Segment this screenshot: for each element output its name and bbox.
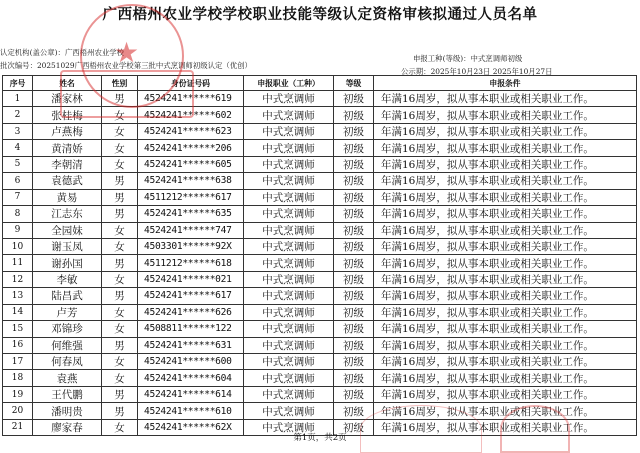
row-id-number: 4524241******617	[138, 288, 244, 304]
row-job: 中式烹调师	[244, 403, 334, 419]
row-gender: 男	[102, 189, 138, 205]
table-row	[3, 156, 637, 172]
header-name: 姓名	[33, 76, 102, 91]
table-row	[3, 206, 637, 222]
table-row	[3, 386, 637, 402]
row-index: 6	[3, 173, 33, 189]
row-id-number: 4524241******638	[138, 173, 244, 189]
row-id-number: 4524241******021	[138, 271, 244, 287]
row-job: 中式烹调师	[244, 304, 334, 320]
row-name: 袁德武	[33, 173, 102, 189]
row-gender: 男	[102, 173, 138, 189]
row-name: 邓锦珍	[33, 321, 102, 337]
row-name: 廖家春	[33, 419, 102, 435]
row-index: 14	[3, 304, 33, 320]
row-id-number: 4503301******92X	[138, 238, 244, 254]
row-index: 16	[3, 337, 33, 353]
row-name: 袁燕	[33, 370, 102, 386]
header-id-number: 身份证号码	[138, 76, 244, 91]
header-gender: 性别	[102, 76, 138, 91]
row-level: 初级	[334, 238, 374, 254]
table-row	[3, 255, 637, 271]
row-condition: 年满16周岁，拟从事本职业或相关职业工作。	[374, 321, 637, 337]
header-condition: 申报条件	[374, 76, 637, 91]
row-level: 初级	[334, 304, 374, 320]
row-gender: 女	[102, 156, 138, 172]
table-row	[3, 403, 637, 419]
row-gender: 女	[102, 238, 138, 254]
row-name: 谢玉凤	[33, 238, 102, 254]
row-level: 初级	[334, 140, 374, 156]
row-id-number: 4524241******206	[138, 140, 244, 156]
row-gender: 男	[102, 255, 138, 271]
row-gender: 女	[102, 370, 138, 386]
row-job: 中式烹调师	[244, 206, 334, 222]
row-job: 中式烹调师	[244, 370, 334, 386]
row-id-number: 4524241******747	[138, 222, 244, 238]
table-row	[3, 271, 637, 287]
row-name: 卢芳	[33, 304, 102, 320]
row-level: 初级	[334, 107, 374, 123]
row-job: 中式烹调师	[244, 386, 334, 402]
row-condition: 年满16周岁，拟从事本职业或相关职业工作。	[374, 370, 637, 386]
row-gender: 女	[102, 419, 138, 435]
row-condition: 年满16周岁，拟从事本职业或相关职业工作。	[374, 107, 637, 123]
row-condition: 年满16周岁，拟从事本职业或相关职业工作。	[374, 271, 637, 287]
row-job: 中式烹调师	[244, 354, 334, 370]
row-index: 10	[3, 238, 33, 254]
row-name: 何维强	[33, 337, 102, 353]
row-id-number: 4524241******619	[138, 91, 244, 107]
row-gender: 女	[102, 304, 138, 320]
row-name: 王代鹏	[33, 386, 102, 402]
row-condition: 年满16周岁，拟从事本职业或相关职业工作。	[374, 222, 637, 238]
row-name: 李朝清	[33, 156, 102, 172]
row-job: 中式烹调师	[244, 123, 334, 139]
row-condition: 年满16周岁，拟从事本职业或相关职业工作。	[374, 156, 637, 172]
seal-star-icon: ★	[114, 36, 140, 69]
row-id-number: 4524241******604	[138, 370, 244, 386]
table-row	[3, 107, 637, 123]
job-level-line: 申报工种(等级)：中式烹调师初级	[413, 54, 523, 63]
row-job: 中式烹调师	[244, 156, 334, 172]
row-gender: 女	[102, 140, 138, 156]
table-row	[3, 321, 637, 337]
row-job: 中式烹调师	[244, 255, 334, 271]
row-gender: 男	[102, 337, 138, 353]
row-level: 初级	[334, 222, 374, 238]
row-level: 初级	[334, 337, 374, 353]
header-level: 等级	[334, 76, 374, 91]
row-job: 中式烹调师	[244, 173, 334, 189]
row-gender: 女	[102, 321, 138, 337]
row-level: 初级	[334, 206, 374, 222]
row-job: 中式烹调师	[244, 337, 334, 353]
row-level: 初级	[334, 173, 374, 189]
row-job: 中式烹调师	[244, 271, 334, 287]
table-body	[3, 91, 637, 436]
row-id-number: 4524241******602	[138, 107, 244, 123]
row-id-number: 4524241******635	[138, 206, 244, 222]
row-gender: 男	[102, 288, 138, 304]
table-row	[3, 123, 637, 139]
row-id-number: 4524241******631	[138, 337, 244, 353]
row-gender: 女	[102, 222, 138, 238]
row-index: 8	[3, 206, 33, 222]
row-condition: 年满16周岁，拟从事本职业或相关职业工作。	[374, 386, 637, 402]
row-gender: 男	[102, 91, 138, 107]
row-id-number: 4524241******600	[138, 354, 244, 370]
row-name: 黄易	[33, 189, 102, 205]
row-level: 初级	[334, 271, 374, 287]
row-gender: 女	[102, 123, 138, 139]
row-name: 张桂梅	[33, 107, 102, 123]
row-level: 初级	[334, 123, 374, 139]
row-gender: 男	[102, 206, 138, 222]
row-gender: 男	[102, 386, 138, 402]
row-level: 初级	[334, 403, 374, 419]
certification-org-line: 认定机构(盖公章)：广西梧州农业学校	[0, 48, 125, 57]
approved-personnel-table	[2, 75, 637, 436]
row-index: 13	[3, 288, 33, 304]
row-name: 江志东	[33, 206, 102, 222]
table-row	[3, 304, 637, 320]
row-job: 中式烹调师	[244, 91, 334, 107]
row-index: 1	[3, 91, 33, 107]
row-index: 3	[3, 123, 33, 139]
row-level: 初级	[334, 189, 374, 205]
row-condition: 年满16周岁，拟从事本职业或相关职业工作。	[374, 91, 637, 107]
row-level: 初级	[334, 288, 374, 304]
table-row	[3, 173, 637, 189]
row-id-number: 4524241******626	[138, 304, 244, 320]
table-header-row	[3, 76, 637, 91]
row-name: 谢孙国	[33, 255, 102, 271]
row-index: 9	[3, 222, 33, 238]
row-condition: 年满16周岁，拟从事本职业或相关职业工作。	[374, 173, 637, 189]
row-job: 中式烹调师	[244, 140, 334, 156]
row-name: 黄清娇	[33, 140, 102, 156]
row-name: 李敏	[33, 271, 102, 287]
row-condition: 年满16周岁，拟从事本职业或相关职业工作。	[374, 403, 637, 419]
row-job: 中式烹调师	[244, 419, 334, 435]
row-id-number: 4524241******614	[138, 386, 244, 402]
row-condition: 年满16周岁，拟从事本职业或相关职业工作。	[374, 337, 637, 353]
row-id-number: 4511212******617	[138, 189, 244, 205]
row-level: 初级	[334, 156, 374, 172]
page-footer: 第1页，共2页	[293, 433, 347, 443]
row-job: 中式烹调师	[244, 238, 334, 254]
row-condition: 年满16周岁，拟从事本职业或相关职业工作。	[374, 419, 637, 435]
row-level: 初级	[334, 370, 374, 386]
row-level: 初级	[334, 91, 374, 107]
row-id-number: 4508811******122	[138, 321, 244, 337]
row-id-number: 4511212******618	[138, 255, 244, 271]
row-index: 19	[3, 386, 33, 402]
row-name: 卢燕梅	[33, 123, 102, 139]
row-gender: 女	[102, 271, 138, 287]
row-index: 20	[3, 403, 33, 419]
row-condition: 年满16周岁，拟从事本职业或相关职业工作。	[374, 189, 637, 205]
row-name: 潘明贵	[33, 403, 102, 419]
table-row	[3, 91, 637, 107]
row-level: 初级	[334, 419, 374, 435]
row-gender: 女	[102, 354, 138, 370]
row-name: 何春凤	[33, 354, 102, 370]
row-name: 陆昌武	[33, 288, 102, 304]
row-index: 5	[3, 156, 33, 172]
table-row	[3, 370, 637, 386]
row-level: 初级	[334, 255, 374, 271]
publicity-period-line: 公示期：2025年10月23日 2025年10月27日	[401, 67, 553, 76]
table-row	[3, 238, 637, 254]
row-index: 15	[3, 321, 33, 337]
row-condition: 年满16周岁，拟从事本职业或相关职业工作。	[374, 304, 637, 320]
row-job: 中式烹调师	[244, 288, 334, 304]
row-condition: 年满16周岁，拟从事本职业或相关职业工作。	[374, 238, 637, 254]
row-index: 17	[3, 354, 33, 370]
row-id-number: 4524241******623	[138, 123, 244, 139]
row-condition: 年满16周岁，拟从事本职业或相关职业工作。	[374, 288, 637, 304]
row-index: 21	[3, 419, 33, 435]
row-id-number: 4524241******62X	[138, 419, 244, 435]
row-condition: 年满16周岁，拟从事本职业或相关职业工作。	[374, 123, 637, 139]
row-condition: 年满16周岁，拟从事本职业或相关职业工作。	[374, 140, 637, 156]
row-job: 中式烹调师	[244, 189, 334, 205]
row-gender: 男	[102, 403, 138, 419]
row-index: 12	[3, 271, 33, 287]
row-condition: 年满16周岁，拟从事本职业或相关职业工作。	[374, 354, 637, 370]
batch-number-line: 批次编号：20251029广西梧州农业学校第三批中式烹调师初级认定（优创）	[0, 61, 252, 70]
header-index: 序号	[3, 76, 33, 91]
row-job: 中式烹调师	[244, 107, 334, 123]
row-index: 18	[3, 370, 33, 386]
row-index: 7	[3, 189, 33, 205]
table-row	[3, 288, 637, 304]
row-index: 2	[3, 107, 33, 123]
row-job: 中式烹调师	[244, 222, 334, 238]
row-level: 初级	[334, 354, 374, 370]
row-index: 4	[3, 140, 33, 156]
table-row	[3, 189, 637, 205]
row-name: 潘家林	[33, 91, 102, 107]
row-level: 初级	[334, 321, 374, 337]
document-title: 广西梧州农业学校学校职业技能等级认定资格审核拟通过人员名单	[102, 6, 538, 23]
row-level: 初级	[334, 386, 374, 402]
row-gender: 女	[102, 107, 138, 123]
header-job: 申报职业（工种）	[244, 76, 334, 91]
row-id-number: 4524241******610	[138, 403, 244, 419]
row-id-number: 4524241******605	[138, 156, 244, 172]
row-condition: 年满16周岁，拟从事本职业或相关职业工作。	[374, 255, 637, 271]
table-row	[3, 140, 637, 156]
row-index: 11	[3, 255, 33, 271]
table-row	[3, 354, 637, 370]
row-job: 中式烹调师	[244, 321, 334, 337]
row-name: 全园妹	[33, 222, 102, 238]
row-condition: 年满16周岁，拟从事本职业或相关职业工作。	[374, 206, 637, 222]
table-row	[3, 222, 637, 238]
table-row	[3, 337, 637, 353]
